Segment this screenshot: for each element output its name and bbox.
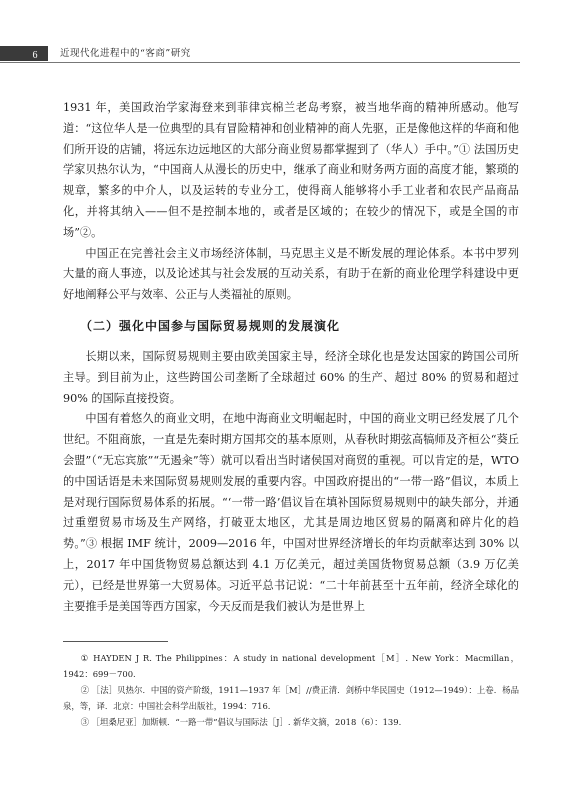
footnote-rule [63,641,168,642]
footnote-2: ② ［法］贝热尔．中国的资产阶级，1911—1937 年［M］//费正清．剑桥中华民国史（1912—1949）：上卷．杨品泉，等，译．北京：中国社会科学出版社，1994：716. [63,685,519,711]
running-title: 近现代化进程中的“客商”研究 [60,48,191,59]
section-heading: （二）强化中国参与国际贸易规则的发展演化 [80,318,341,333]
footnotes [63,641,519,732]
footnote-3: ③ ［坦桑尼亚］加斯顿．“一路一带”倡议与国际法［J］. 新华文摘，2018（6）：139. [80,717,402,727]
page-number: 6 [32,50,38,61]
page-number-tab [0,46,48,61]
paragraph-2: 中国正在完善社会主义市场经济体制，马克思主义是不断发展的理论体系。本书中罗列大量的商人事迹，以及论述其与社会发展的互动关系，有助于在新的商业伦理学科建设中更好地阐释公平与效率、公正与人类福祉的原则。 [63,246,519,302]
footnote-1: ① HAYDEN J R. The Philippines：A study in national development［M］. New York：Macmillan，1942：699－700. [63,653,519,679]
section-paragraph-1: 长期以来，国际贸易规则主要由欧美国家主导，经济全球化也是发达国家的跨国公司所主导。到目前为止，这些跨国公司垄断了全球超过 60% 的生产、超过 80% 的贸易和超过 90% 的国际直接投资。 [63,349,519,405]
body-text [63,98,519,617]
header-rule [0,62,520,63]
paragraph-1: 1931 年，美国政治学家海登来到菲律宾棉兰老岛考察，被当地华商的精神所感动。他写道：“这位华人是一位典型的具有冒险精神和创业精神的商人先驱，正是像他这样的华商和他们所开设的店铺，将远东边远地区的大部分商业贸易都掌握到了（华人）手中。”① 法国历史学家贝热尔认为，“中国商人从漫长的历史中，继承了商业和财务两方面的高度才能，繁琐的规章，繁多的中介人，以及运转的专业分工，使得商人能够将小手工业者和农民产品商品化，并将其纳入——但不是控制本地的，或者是区域的；在较少的情况下，或是全国的市场”②。 [63,101,519,239]
section-paragraph-2: 中国有着悠久的商业文明，在地中海商业文明崛起时，中国的商业文明已经发展了几个世纪。不阻商旅，一直是先秦时期方国邦交的基本原则，从春秋时期弦高犒师及齐桓公“葵丘会盟”（“无忘宾旅”“无遏籴”等）就可以看出当时诸侯国对商贸的重视。可以肯定的是，WTO 的中国话语是未来国际贸易规则发展的重要内容。中国政府提出的“一带一路”倡议，本质上是对现行国际贸易体系的拓展。“‘一带一路’倡议旨在填补国际贸易规则中的缺失部分，并通过重塑贸易市场及生产网络，打破亚太地区，尤其是周边地区贸易的隔离和碎片化的趋势。”③ 根据 IMF 统计，2009—2016 年，中国对世界经济增长的年均贡献率达到 30% 以上，2017 年中国货物贸易总额达到 4.1 万亿美元，超过美国货物贸易总额（3.9 万亿美元），已经是世界第一大贸易体。习近平总书记说：“二十年前甚至十五年前，经济全球化的主要推手是美国等西方国家，今天反而是我们被认为是世界上 [63,412,519,613]
running-header [0,44,575,64]
